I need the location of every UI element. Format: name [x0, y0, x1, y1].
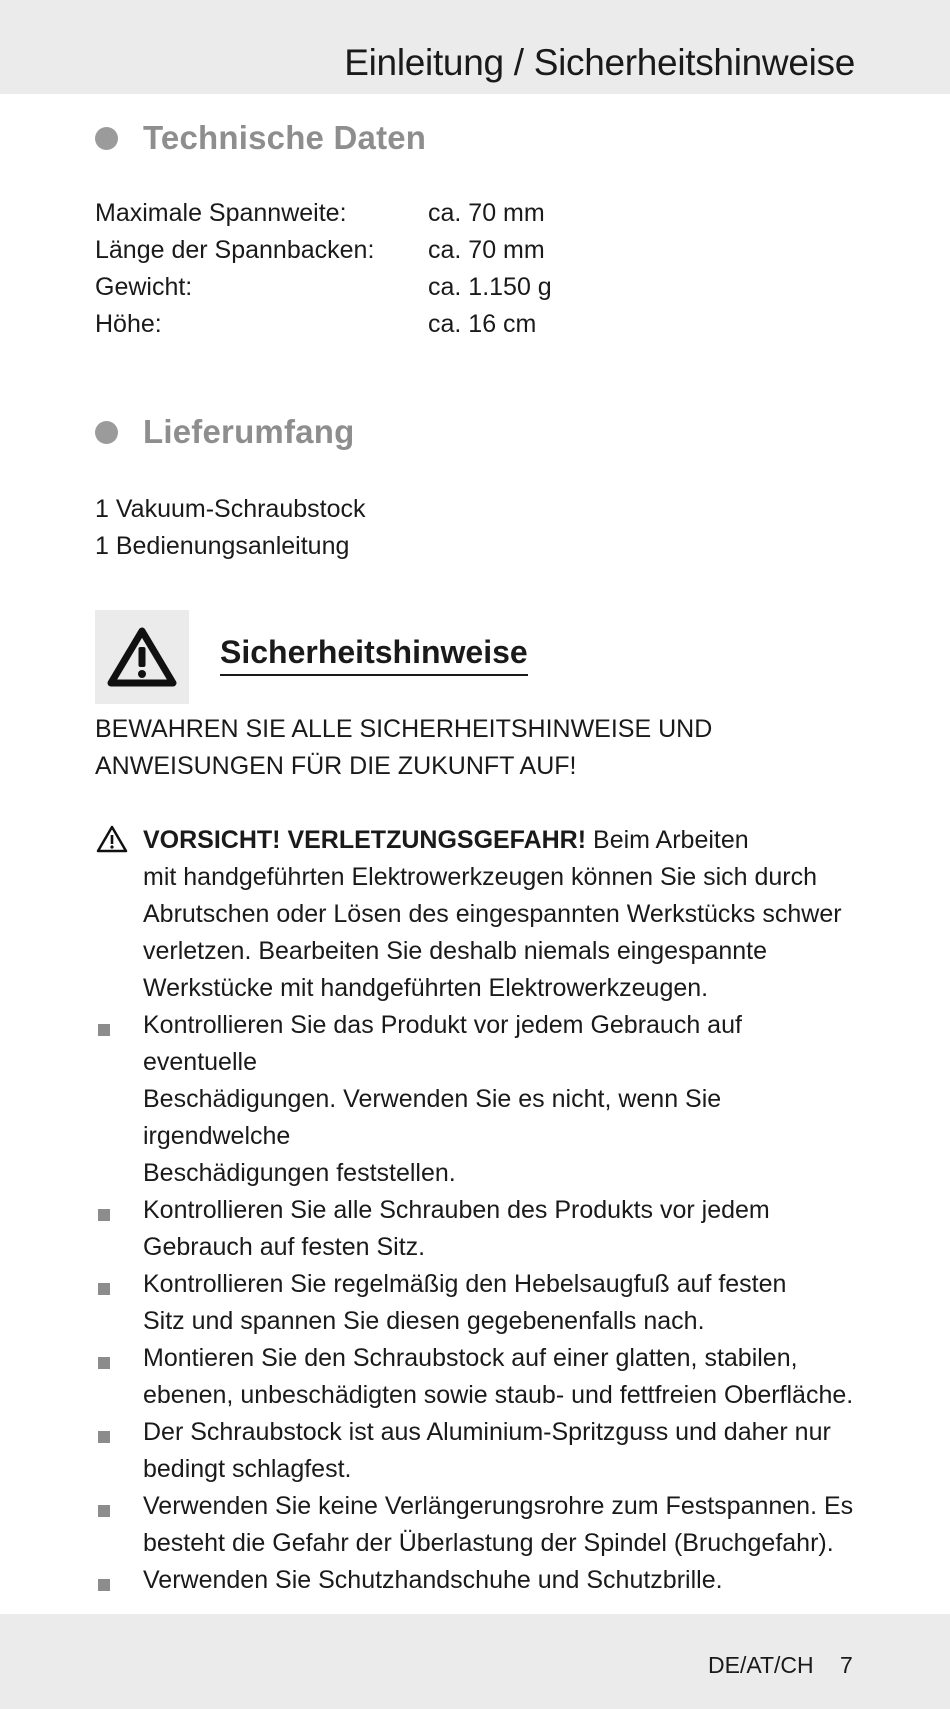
square-bullet-icon: [98, 1357, 110, 1369]
page-footer: [0, 1614, 950, 1709]
square-bullet-icon: [98, 1024, 110, 1036]
spec-label: Maximale Spannweite:: [95, 199, 347, 227]
spec-label: Höhe:: [95, 310, 162, 338]
spec-value: ca. 70 mm: [428, 199, 545, 227]
spec-label: Länge der Spannbacken:: [95, 236, 375, 264]
warning-item: [95, 822, 860, 1007]
spec-row: [95, 195, 552, 232]
warning-text: mit handgeführten Elektrowerkzeugen können Sie sich durch: [143, 863, 818, 891]
footer-region: DE/AT/CH: [708, 1652, 814, 1678]
warning-text: Abrutschen oder Lösen des eingespannten Werkstücks schwer: [143, 900, 842, 928]
list-item: [95, 1007, 860, 1192]
warning-label: VORSICHT! VERLETZUNGSGEFAHR!: [143, 826, 587, 854]
list-item: [95, 1488, 860, 1562]
warning-text: verletzen. Bearbeiten Sie deshalb niemals eingespannte: [143, 937, 768, 965]
list-item-text: ebenen, unbeschädigten sowie staub- und fettfreien Oberfläche.: [143, 1381, 854, 1409]
safety-list: [95, 822, 860, 1599]
list-item-text: Beschädigungen. Verwenden Sie es nicht, wenn Sie irgendwelche: [143, 1085, 722, 1150]
spec-value: ca. 1.150 g: [428, 273, 552, 301]
spec-row: [95, 232, 552, 269]
square-bullet-icon: [98, 1431, 110, 1443]
list-item: [95, 1192, 860, 1266]
safety-notice-line: ANWEISUNGEN FÜR DIE ZUKUNFT AUF!: [95, 752, 577, 780]
list-item: [95, 1562, 860, 1599]
list-item: [95, 1340, 860, 1414]
safety-notice-line: BEWAHREN SIE ALLE SICHERHEITSHINWEISE UND: [95, 715, 713, 743]
list-item-text: Kontrollieren Sie das Produkt vor jedem Gebrauch auf eventuelle: [143, 1011, 742, 1076]
list-item: [95, 1414, 860, 1488]
scope-heading: [95, 410, 354, 454]
square-bullet-icon: [98, 1209, 110, 1221]
warning-triangle-icon: [106, 625, 178, 689]
warning-marker: [95, 822, 125, 859]
square-bullet-icon: [98, 1579, 110, 1591]
square-bullet-icon: [98, 1505, 110, 1517]
list-item: [95, 1266, 860, 1340]
warning-text: Werkstücke mit handgeführten Elektrowerkzeugen.: [143, 974, 709, 1002]
list-item-text: Beschädigungen feststellen.: [143, 1159, 456, 1187]
list-item-text: bedingt schlagfest.: [143, 1455, 352, 1483]
spec-row: [95, 306, 552, 343]
safety-title: Sicherheitshinweise: [220, 632, 528, 676]
list-item-text: Gebrauch auf festen Sitz.: [143, 1233, 426, 1261]
list-item-text: Kontrollieren Sie alle Schrauben des Produkts vor jedem: [143, 1196, 770, 1224]
spec-label: Gewicht:: [95, 273, 193, 301]
page-title: Einleitung / Sicherheitshinweise: [344, 42, 855, 83]
list-item-text: besteht die Gefahr der Überlastung der Spindel (Bruchgefahr).: [143, 1529, 834, 1557]
scope-item: 1 Bedienungsanleitung: [95, 532, 350, 560]
page-header: [0, 0, 950, 94]
list-item-text: Montieren Sie den Schraubstock auf einer glatten, stabilen,: [143, 1344, 798, 1372]
warning-sign-box: [95, 610, 189, 704]
page-number: 7: [840, 1652, 853, 1678]
spec-table: [95, 195, 552, 343]
technical-data-heading: [95, 116, 426, 160]
heading-bullet-icon: [95, 421, 118, 444]
spec-row: [95, 269, 552, 306]
list-item-text: Verwenden Sie Schutzhandschuhe und Schutzbrille.: [143, 1566, 723, 1594]
safety-notice: [95, 711, 875, 785]
list-item-text: Der Schraubstock ist aus Aluminium-Spritzguss und daher nur: [143, 1418, 831, 1446]
scope-list: [95, 491, 366, 565]
spec-value: ca. 16 cm: [428, 310, 537, 338]
caution-icon: [95, 824, 129, 854]
scope-title: Lieferumfang: [143, 413, 355, 450]
technical-data-title: Technische Daten: [143, 119, 427, 156]
list-item-text: Sitz und spannen Sie diesen gegebenenfalls nach.: [143, 1307, 705, 1335]
scope-item: 1 Vakuum-Schraubstock: [95, 495, 366, 523]
list-item-text: Verwenden Sie keine Verlängerungsrohre zum Festspannen. Es: [143, 1492, 854, 1520]
warning-text: Beim Arbeiten: [586, 826, 749, 854]
list-item-text: Kontrollieren Sie regelmäßig den Hebelsaugfuß auf festen: [143, 1270, 787, 1298]
spec-value: ca. 70 mm: [428, 236, 545, 264]
heading-bullet-icon: [95, 127, 118, 150]
square-bullet-icon: [98, 1283, 110, 1295]
